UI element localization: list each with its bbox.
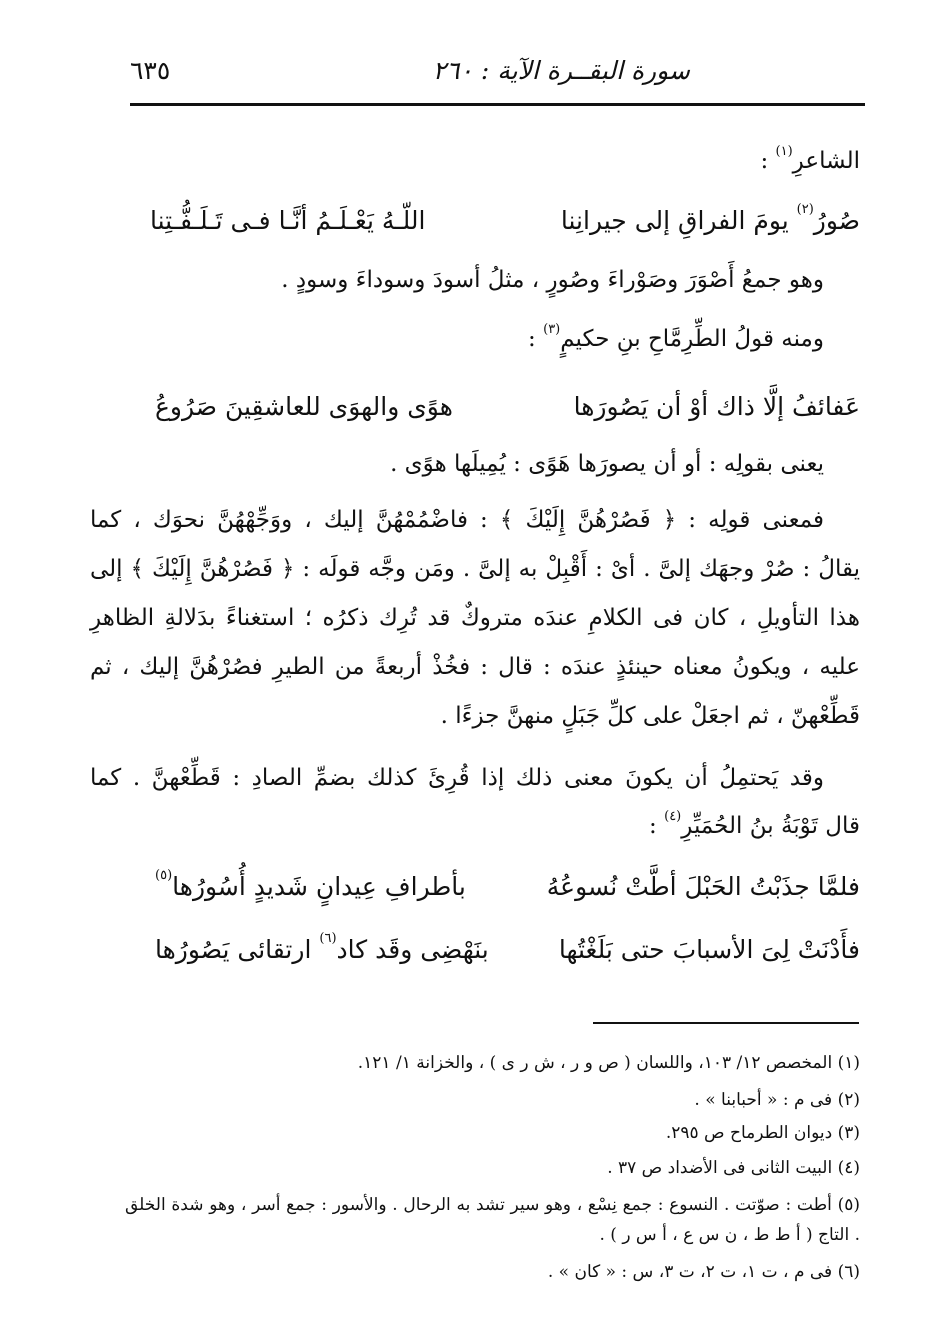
verse-3-left: فلمَّا جذَبْتُ الحَبْلَ أطَّتْ نُسوعُهُ [546, 872, 860, 901]
verse-2-right: هوًى والهوَى للعاشقِينَ صَرُوعُ [155, 392, 453, 421]
verse-4-right [155, 931, 489, 964]
verse-1-left: اللّـهُ يَعْـلَـمُ أنَّـا فـى تَـلَـفُّـتِنا [150, 206, 426, 235]
page-number: ٦٣٥ [130, 56, 171, 85]
verse-3-right-text: بأطرافِ عِيدانٍ شَديدٍ أُسُورُها [172, 872, 466, 901]
footnote-mark: (٣) [543, 322, 561, 337]
tirimmah-line [528, 322, 824, 352]
footnote-mark: (٦) [319, 931, 337, 946]
intro-text: الشاعرِ [792, 148, 860, 174]
tirimmah-text: ومنه قولُ الطِّرِمَّاحِ بنِ حكيمٍ [560, 326, 824, 352]
verse-3-right [155, 868, 466, 901]
footnote-mark: (٢) [796, 202, 814, 217]
verse-1-text: يومَ الفراقِ إلى جيرانِنا [560, 206, 789, 235]
para1-line-3: هذا التأويلِ ، كان فى الكلامِ عندَه متروكٌ قد تُرِك ذكرُه ؛ استغناءً بدَلالةِ الظاهرِ [90, 605, 860, 631]
header-divider [130, 103, 865, 106]
para2-line-1: وقد يَحتمِلُ أن يكونَ معنى ذلك إذا قُرِئَ كذلك بضمِّ الصادِ : قَطِّعْهنَّ . كما [90, 765, 824, 791]
para2-colon: : [649, 813, 657, 839]
footnote-mark: (١) [775, 144, 793, 159]
verse-2-left: عَفائفُ إلَّا ذاك أوْ أن يَصُورَها [573, 392, 860, 421]
verse-1-right [560, 202, 860, 235]
para1-line-4: عليه ، ويكونُ معناه حينئذٍ عندَه : قال : فخُذْ أربعةً من الطيرِ فصُرْهُنَّ إليك ، ثم [90, 654, 860, 680]
footnote-divider [593, 1022, 859, 1024]
intro-colon: : [760, 148, 769, 174]
verse-1-word: صُورُ [813, 206, 860, 235]
page-header [130, 52, 860, 102]
footnote-mark: (٥) [155, 868, 173, 883]
footnote-mark: (٤) [664, 809, 682, 824]
footnote-5: (٥) أطت : صوّتت . النسوع : جمع نِسْع ، وهو سير تشد به الرحال . والأسور : جمع أسر ، وهو شدة الخلق . التاج ( أ ط ط ، ن س ع ، أ س ر ) . [125, 1195, 860, 1245]
footnote-3: (٣) ديوان الطرماح ص ٢٩٥. [665, 1123, 860, 1143]
footnote-1: (١) المخصص ١٢/ ١٠٣، واللسان ( ص و ر ، ش ر ى ) ، والخزانة ١/ ١٢١. [357, 1053, 860, 1073]
surah-title: سورة البقــرة الآية : ٢٦٠ [432, 56, 690, 85]
tirimmah-colon: : [528, 326, 536, 352]
meaning-line: يعنى بقولِه : أو أن يصورَها هَوًى : يُمِيلَها هوًى . [390, 451, 824, 477]
para1-line-5: قَطِّعْهنّ ، ثم اجعَلْ على كلِّ جَبَلٍ منهنَّ جزءًا . [440, 703, 860, 729]
verse-4-right-b: ارتقائى يَصُورُها [155, 935, 312, 964]
intro-line [760, 144, 860, 174]
para1-line-2: يقالُ : صُرْ وجهَك إلىَّ . أىْ : أَقْبِلْ به إلىَّ . ومَن وجَّه قولَه : ﴿ فَصُرْهُنَّ إِلَيْكَ ﴾ إلى [90, 556, 860, 582]
para1-line-1: فمعنى قولِه : ﴿ فَصُرْهُنَّ إِلَيْكَ ﴾ : فاضْمُمْهُنَّ إليك ، ووَجِّهْهُنَّ نحوَك ، كما [90, 507, 824, 533]
plural-line: وهو جمعُ أَصْوَرَ وصَوْراءَ وصُورٍ ، مثلُ أسودَ وسوداءَ وسودٍ . [281, 267, 824, 293]
footnote-2: (٢) فى م : « أحبابنا » . [694, 1090, 860, 1110]
verse-4-left: فأَدْنَتْ لِىَ الأسبابَ حتى بَلَغْتُها [558, 935, 860, 964]
verse-4-right-a: بنَهْضِى وقَد كاد [336, 935, 489, 964]
footnote-6: (٦) فى م ، ت ١، ت ٢، ت ٣، س : « كان » . [547, 1262, 860, 1282]
para2-line-2 [649, 809, 860, 839]
footnote-4: (٤) البيت الثانى فى الأضداد ص ٣٧ . [607, 1158, 860, 1178]
para2-text: قال تَوْبَةُ بنُ الحُمَيِّرِ [681, 813, 860, 839]
